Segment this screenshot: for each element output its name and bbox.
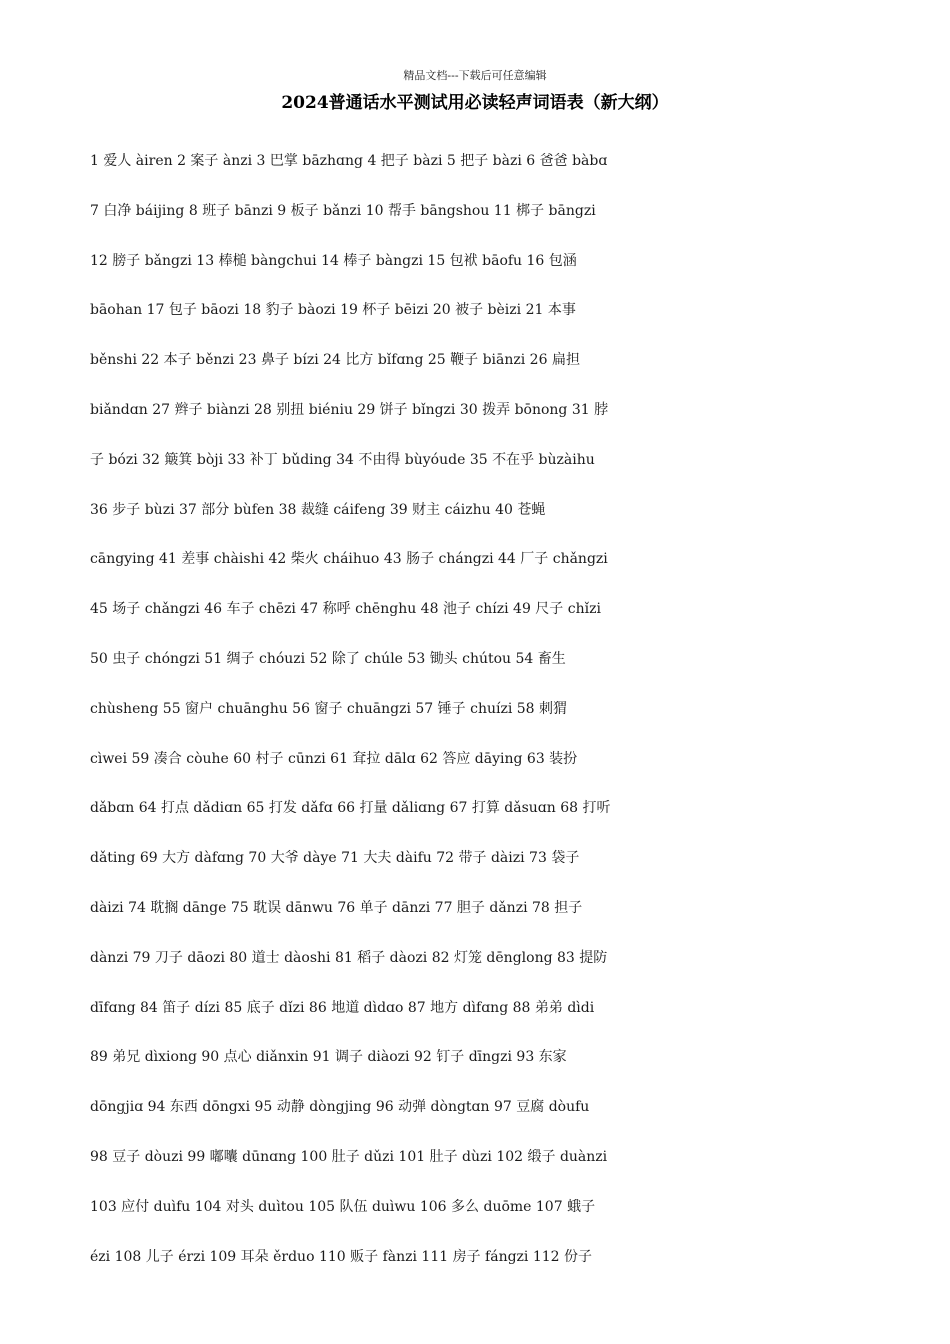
text-line: 子 bózi 32 簸箕 bòji 33 补丁 bǔding 34 不由得 bùyóude 35 不在乎 bùzàihu: [90, 451, 595, 468]
text-line: dōngjiɑ 94 东西 dōngxi 95 动静 dòngjing 96 动弹 dòngtɑn 97 豆腐 dòufu: [90, 1099, 590, 1116]
text-line: 103 应付 duìfu 104 对头 duìtou 105 队伍 duìwu 106 多么 duōme 107 蛾子: [90, 1198, 596, 1215]
text-line: chùsheng 55 窗户 chuānghu 56 窗子 chuāngzi 57 锤子 chuízi 58 刺猬: [90, 700, 568, 717]
text-line: dǎting 69 大方 dàfɑng 70 大爷 dàye 71 大夫 dàifu 72 带子 dàizi 73 袋子: [90, 850, 580, 867]
text-line: 89 弟兄 dìxiong 90 点心 diǎnxin 91 调子 diàozi 92 钉子 dīngzi 93 东家: [90, 1049, 567, 1066]
text-line: 1 爱人 àiren 2 案子 ànzi 3 巴掌 bāzhɑng 4 把子 bàzi 5 把子 bàzi 6 爸爸 bàbɑ: [90, 153, 608, 169]
text-line: dànzi 79 刀子 dāozi 80 道士 dàoshi 81 稻子 dàozi 82 灯笼 dēnglong 83 提防: [90, 949, 608, 966]
text-line: cāngying 41 差事 chàishi 42 柴火 cháihuo 43 肠子 chángzi 44 厂子 chǎngzi: [90, 551, 608, 568]
text-line: cìwei 59 凑合 còuhe 60 村子 cūnzi 61 耷拉 dālɑ 62 答应 dāying 63 装扮: [90, 750, 578, 767]
text-line: 50 虫子 chóngzi 51 绸子 chóuzi 52 除了 chúle 53 锄头 chútou 54 畜生: [90, 650, 566, 667]
text-line: dàizi 74 耽搁 dānge 75 耽误 dānwu 76 单子 dānzi 77 胆子 dǎnzi 78 担子: [90, 899, 583, 916]
text-line: ézi 108 儿子 érzi 109 耳朵 ěrduo 110 贩子 fànzi 111 房子 fángzi 112 份子: [90, 1248, 593, 1265]
text-line: 45 场子 chǎngzi 46 车子 chēzi 47 称呼 chēnghu 48 池子 chízi 49 尺子 chǐzi: [90, 601, 601, 618]
text-line: 36 步子 bùzi 37 部分 bùfen 38 裁缝 cáifeng 39 财主 cáizhu 40 苍蝇: [90, 501, 546, 518]
text-line: běnshi 22 本子 běnzi 23 鼻子 bízi 24 比方 bǐfɑng 25 鞭子 biānzi 26 扁担: [90, 352, 580, 369]
text-line: dīfɑng 84 笛子 dízi 85 底子 dǐzi 86 地道 dìdɑo 87 地方 dìfɑng 88 弟弟 dìdi: [90, 999, 595, 1016]
header-note: 精品文档---下载后可任意编辑: [403, 69, 547, 82]
document-title: 2024普通话水平测试用必读轻声词语表（新大纲）: [281, 93, 669, 113]
text-line: 98 豆子 dòuzi 99 嘟囔 dūnɑng 100 肚子 dǔzi 101 肚子 dùzi 102 缎子 duànzi: [90, 1148, 608, 1165]
text-line: 7 白净 báijing 8 班子 bānzi 9 板子 bǎnzi 10 帮手 bāngshou 11 梆子 bāngzi: [90, 202, 596, 219]
word-list-body: [90, 140, 890, 1285]
text-line: 12 膀子 bǎngzi 13 棒槌 bàngchui 14 棒子 bàngzi 15 包袱 bāofu 16 包涵: [90, 252, 577, 269]
text-line: bāohan 17 包子 bāozi 18 豹子 bàozi 19 杯子 bēizi 20 被子 bèizi 21 本事: [90, 302, 576, 319]
text-line: biǎndɑn 27 辫子 biànzi 28 别扭 biéniu 29 饼子 bǐngzi 30 拨弄 bōnong 31 脖: [90, 401, 609, 418]
text-line: dǎbɑn 64 打点 dǎdiɑn 65 打发 dǎfɑ 66 打量 dǎliɑng 67 打算 dǎsuɑn 68 打听: [90, 800, 611, 817]
